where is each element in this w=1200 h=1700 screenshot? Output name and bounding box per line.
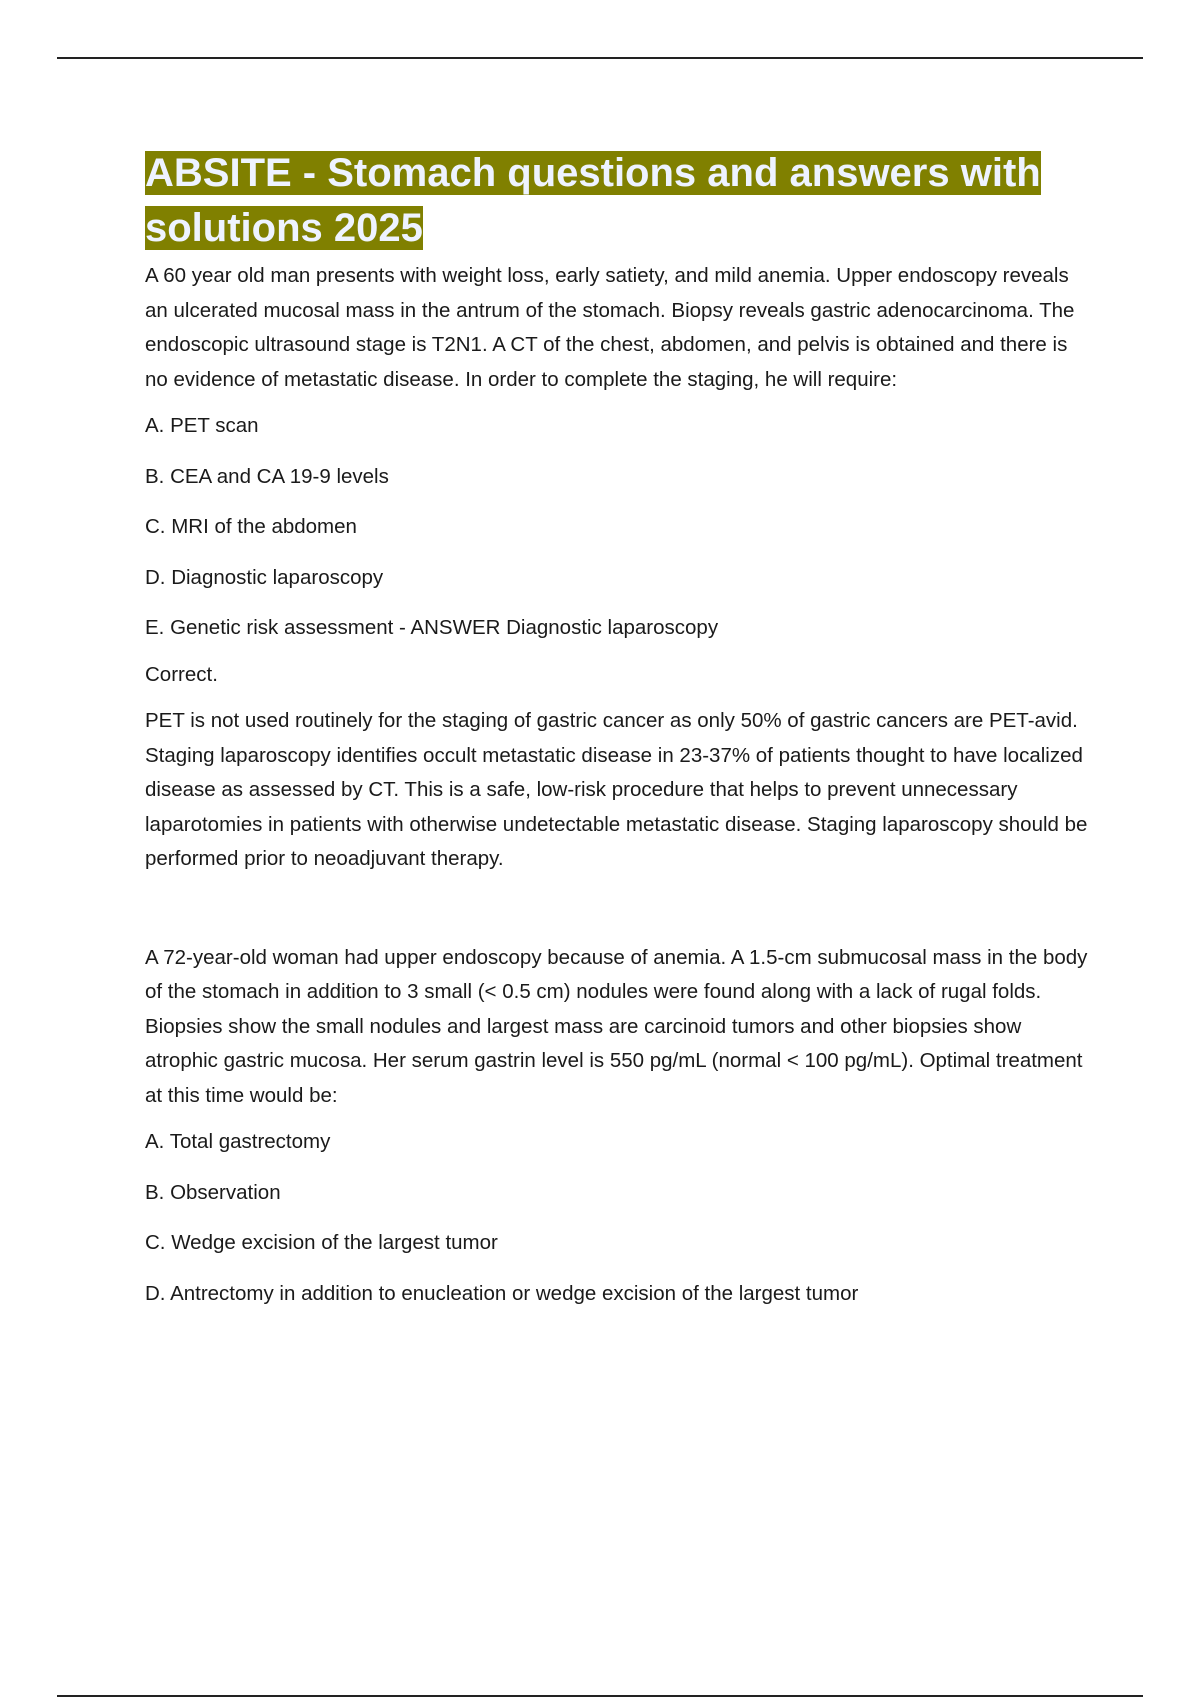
question-1-option-e-answer: E. Genetic risk assessment - ANSWER Diagnostic laparoscopy [145,616,719,639]
question-1-option-a: A. PET scan [145,414,259,437]
question-2-option-d: D. Antrectomy in addition to enucleation or wedge excision of the largest tumor [145,1281,859,1305]
document-title-text: ABSITE - Stomach questions and answers with solutions 2025 [145,151,1041,250]
question-1-result: Correct. [145,662,218,686]
document-body [145,146,1095,1327]
question-2 [145,941,1095,1312]
question-2-option-a: A. Total gastrectomy [145,1130,331,1153]
question-2-text: A 72-year-old woman had upper endoscopy because of anemia. A 1.5-cm submucosal mass in the body of the stomach in addition to 3 small (< 0.5 cm) nodules were found along with a lack of rugal folds. Biopsies show the small nodules and largest mass are carcinoid tumors and other biopsies show atrophic gastric mucosa. Her serum gastrin level is 550 pg/mL (normal < 100 pg/mL). Optimal treatment at this time would be: [145,945,1088,1107]
question-1-text: A 60 year old man presents with weight loss, early satiety, and mild anemia. Upper endoscopy reveals an ulcerated mucosal mass in the antrum of the stomach. Biopsy reveals gastric adenocarcinoma. The endoscopic ultrasound stage is T2N1. A CT of the chest, abdomen, and pelvis is obtained and there is no evidence of metastatic disease. In order to complete the staging, he will require: [145,264,1075,391]
question-1-option-b: B. CEA and CA 19-9 levels [145,464,389,488]
document-title [145,146,1095,256]
question-1 [145,259,1095,877]
top-divider [57,57,1143,59]
question-1-option-d: D. Diagnostic laparoscopy [145,565,384,589]
bottom-divider [57,1695,1143,1697]
question-1-option-c: C. MRI of the abdomen [145,515,357,538]
question-2-option-c: C. Wedge excision of the largest tumor [145,1231,498,1254]
question-1-explanation: PET is not used routinely for the staging of gastric cancer as only 50% of gastric cancers are PET-avid. Staging laparoscopy identifies occult metastatic disease in 23-37% of patients thought to have localized disease as assessed by CT. This is a safe, low-risk procedure that helps to prevent unnecessary laparotomies in patients with otherwise undetectable metastatic disease. Staging laparoscopy should be performed prior to neoadjuvant therapy. [145,709,1088,870]
question-2-option-b: B. Observation [145,1180,281,1204]
